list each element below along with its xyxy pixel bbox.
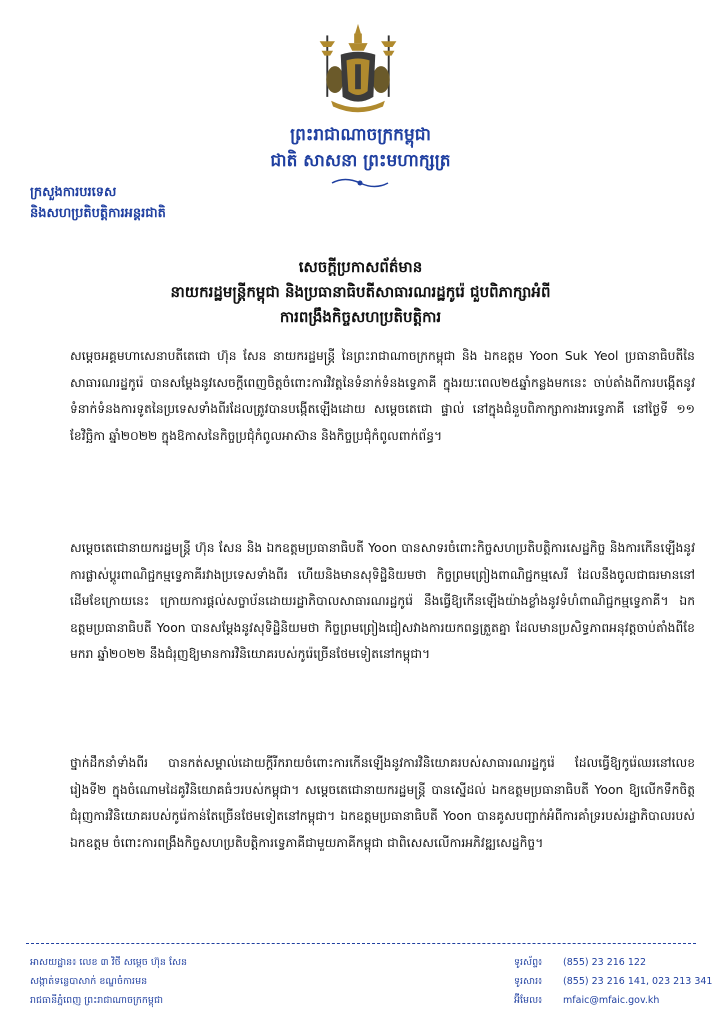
document-subtitle-line1: នាយករដ្ឋមន្ត្រីកម្ពុជា និងប្រធានាធិបតីសាធារណរដ្ឋកូរ៉េ ជួបពិភាក្សាអំពី	[170, 283, 551, 301]
footer-divider	[26, 943, 696, 944]
address-line-2: សង្កាត់ទន្លេបាសាក់ ខណ្ឌចំការមន	[30, 976, 148, 987]
fax-label: ទូរសារ៖	[514, 976, 543, 987]
footer-contacts	[514, 953, 712, 1010]
ministry-name-line2: និងសហប្រតិបត្តិការអន្តរជាតិ	[30, 206, 166, 221]
kingdom-name: ព្រះរាជាណាចក្រកម្ពុជា	[290, 125, 431, 145]
fax-value: (855) 23 216 141, 023 213 341	[563, 976, 713, 987]
phone-row	[514, 953, 712, 972]
phone-value: (855) 23 216 122	[563, 957, 646, 968]
royal-coat-of-arms-icon	[310, 22, 406, 118]
email-row	[514, 991, 712, 1010]
body-paragraph-2: សម្តេចតេជោនាយករដ្ឋមន្ត្រី ហ៊ុន សែន និង ឯកឧត្តមប្រធានាធិបតី Yoon បានសាទរចំពោះកិច្ចសហប្រតិបត្តិការសេដ្ឋកិច្ច និងការកើនឡើងនូវការផ្លាស់ប្តូរពាណិជ្ជកម្មទ្វេភាគីរវាងប្រទេសទាំងពីរ ហើយនិងមានសុទិដ្ឋិនិយមថា កិច្ចព្រមព្រៀងពាណិជ្ជកម្មសេរី ដែលនឹងចូលជាធរមាននៅដើមខែក្រោយនេះ ក្រោយការផ្តល់សច្ចាប័នដោយរដ្ឋាភិបាលសាធារណរដ្ឋកូរ៉េ នឹងធ្វើឱ្យកើនឡើងយ៉ាងខ្លាំងនូវទំហំពាណិជ្ជកម្មទ្វេភាគី។ ឯកឧត្តមប្រធានាធិបតី Yoon បានសម្តែងនូវសុទិដ្ឋិនិយមថា កិច្ចព្រមព្រៀងជៀសវាងការយកពន្ធត្រួតគ្នា ដែលមានប្រសិទ្ធភាពអនុវត្តចាប់តាំងពីខែមករា ឆ្នាំ២០២២ នឹងជំរុញឱ្យមានការវិនិយោគរបស់កូរ៉េច្រើនថែមទៀតនៅកម្ពុជា។	[70, 541, 695, 661]
email-label: អ៊ីមែល៖	[514, 995, 543, 1006]
decorative-divider-icon	[330, 176, 390, 190]
body-paragraph-3: ថ្នាក់ដឹកនាំទាំងពីរ បានកត់សម្គាល់ដោយក្តីរីករាយចំពោះការកើនឡើងនូវការវិនិយោគរបស់សាធារណរដ្ឋកូរ៉េ ដែលធ្វើឱ្យកូរ៉េឈរនៅលេខរៀងទី២ ក្នុងចំណោមដៃគូវិនិយោគធំៗរបស់កម្ពុជា។ សម្តេចតេជោនាយករដ្ឋមន្ត្រី បានស្នើដល់ ឯកឧត្តមប្រធានាធិបតី Yoon ឱ្យលើកទឹកចិត្តជំរុញការវិនិយោគរបស់កូរ៉េកាន់តែច្រើនថែមទៀតនៅកម្ពុជា។ ឯកឧត្តមប្រធានាធិបតី Yoon បានគូសបញ្ជាក់អំពីការគាំទ្ររបស់រដ្ឋាភិបាលរបស់ឯកឧត្តម ចំពោះការពង្រឹងកិច្ចសហប្រតិបត្តិការទ្វេភាគីជាមួយភាគីកម្ពុជា ជាពិសេសលើការអភិវឌ្ឍសេដ្ឋកិច្ច។	[70, 756, 695, 850]
document-title: សេចក្តីប្រកាសព័ត៌មាន	[298, 258, 423, 276]
ministry-name-line1: ក្រសួងការបរទេស	[30, 185, 117, 200]
footer-address	[30, 953, 187, 1010]
address-line-3: រាជធានីភ្នំពេញ ព្រះរាជាណាចក្រកម្ពុជា	[30, 995, 163, 1006]
document-subtitle-line2: ការពង្រឹងកិច្ចសហប្រតិបត្តិការ	[279, 308, 442, 326]
national-motto: ជាតិ សាសនា ព្រះមហាក្សត្រ	[270, 151, 451, 171]
address-line-1: អាសយដ្ឋាន៖ លេខ ៣ វិថី សម្តេច ហ៊ុន សែន	[30, 957, 188, 968]
body-paragraph-1: សម្តេចអគ្គមហាសេនាបតីតេជោ ហ៊ុន សែន នាយករដ្ឋមន្ត្រី នៃព្រះរាជាណាចក្រកម្ពុជា និង ឯកឧត្តម Yoon Suk Yeol ប្រធានាធិបតីនៃសាធារណរដ្ឋកូរ៉េ បានសម្តែងនូវសេចក្តីពេញចិត្តចំពោះការវិវត្តនៃទំនាក់ទំនងទ្វេភាគី ក្នុងរយៈពេល២៥ឆ្នាំកន្លងមកនេះ ចាប់តាំងពីការបង្កើតនូវទំនាក់ទំនងការទូតនៃប្រទេសទាំងពីរដែលត្រូវបានបង្កើតឡើងដោយ សម្តេចតេជោ ផ្ទាល់ នៅក្នុងជំនួបពិភាក្សាការងារទ្វេភាគី នៅថ្ងៃទី ១១ ខែវិច្ឆិកា ឆ្នាំ២០២២ ក្នុងឱកាសនៃកិច្ចប្រជុំកំពូលអាស៊ាន និងកិច្ចប្រជុំកំពូលពាក់ព័ន្ធ។	[70, 349, 695, 443]
email-link[interactable]: mfaic@mfaic.gov.kh	[563, 995, 660, 1006]
phone-label: ទូរស័ព្ទ៖	[514, 957, 543, 968]
fax-row	[514, 972, 712, 991]
